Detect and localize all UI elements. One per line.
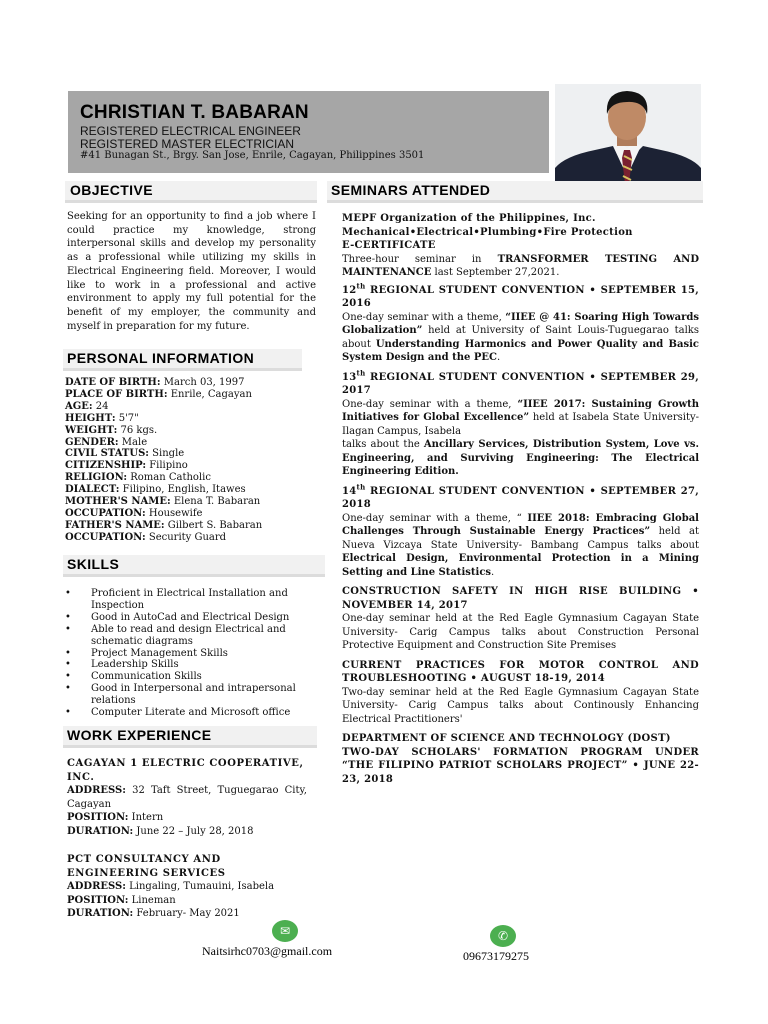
work-org: PCT CONSULTANCY AND ENGINEERING SERVICES: [67, 854, 226, 879]
pinfo-row: OCCUPATION: Housewife: [65, 507, 203, 519]
email-icon: ✉: [272, 920, 298, 942]
objective-text: Seeking for an opportunity to find a job where I could practice my knowledge, strong interpersonal skills and develop my personality as a professional while utilizing my skills in Electrical Engineering field. Moreover, I would like to work in a professional and active environment to apply my full potential for the benefit of my employer, the community and myself in preparation for my future.: [67, 211, 316, 332]
skill-item: • Communication Skills: [65, 671, 327, 683]
seminar-motor-control: CURRENT PRACTICES FOR MOTOR CONTROL AND TROUBLESHOOTING • AUGUST 18-19, 2014 Two-day seminar held at the Red Eagle Gymnasium Cagayan State University- Carig Campus talks about Continously Enhancing Electrical Practitioners': [342, 659, 699, 725]
skill-item: • Good in Interpersonal and intrapersonal relations: [65, 683, 327, 707]
seminars-list: [342, 212, 699, 786]
pinfo-row: OCCUPATION: Security Guard: [65, 531, 227, 543]
pinfo-row: CIVIL STATUS: Single: [65, 448, 185, 460]
objective-heading: OBJECTIVE: [70, 182, 153, 198]
personal-info-heading: PERSONAL INFORMATION: [67, 350, 255, 366]
pinfo-row: AGE: 24: [65, 400, 109, 412]
profile-photo: [555, 84, 701, 192]
skill-item: • Good in AutoCad and Electrical Design: [65, 612, 327, 624]
seminar-14th-convention: 14th REGIONAL STUDENT CONVENTION • SEPTEMBER 27, 2018 One-day seminar with a theme, “ IIEE 2018: Embracing Global Challenges Through Sustainable Energy Practices” held at Nueva Vizcaya State University- Bambang Campus talks about Electrical Design, Environmental Protection in a Mining Setting and Line Statistics.: [342, 482, 700, 578]
pinfo-row: GENDER: Male: [65, 436, 148, 448]
pinfo-row: RELIGION: Roman Catholic: [65, 472, 211, 484]
home-address: #41 Bunagan St., Brgy. San Jose, Enrile, Cagayan, Philippines 3501: [80, 150, 425, 161]
title-master-electrician: REGISTERED MASTER ELECTRICIAN: [80, 137, 295, 151]
email-address[interactable]: Naitsirhc0703@gmail.com: [202, 944, 333, 958]
work-org: CAGAYAN 1 ELECTRIC COOPERATIVE, INC.: [67, 758, 304, 783]
pinfo-row: DIALECT: Filipino, English, Itawes: [65, 484, 246, 496]
pinfo-row: CITIZENSHIP: Filipino: [65, 460, 188, 472]
work-entry-cagelco: CAGAYAN 1 ELECTRIC COOPERATIVE, INC. ADDRESS: 32 Taft Street, Tuguegarao City, Cagayan POSITION: Intern DURATION: June 22 – July 28, 2018: [67, 758, 307, 837]
title-electrical-engineer: REGISTERED ELECTRICAL ENGINEER: [80, 124, 301, 138]
phone-number[interactable]: 09673179275: [463, 949, 529, 963]
skills-heading: SKILLS: [67, 556, 120, 572]
seminar-13th-convention: 13th REGIONAL STUDENT CONVENTION • SEPTEMBER 29, 2017 One-day seminar with a theme, “IIEE 2017: Sustaining Growth Initiatives for Global Excellence” held at Isabela State University-Ilagan Campus, Isabela talks about the Ancillary Services, Distribution System, Love vs. Engineering, and Surviving Engineering: The Electrical Engineering Edition.: [342, 368, 700, 477]
pinfo-row: FATHER'S NAME: Gilbert S. Babaran: [65, 519, 263, 531]
skill-item: • Computer Literate and Microsoft office: [65, 707, 327, 719]
work-entry-pct: PCT CONSULTANCY AND ENGINEERING SERVICES ADDRESS: Lingaling, Tumauini, Isabela POSITION: Lineman DURATION: February- May 2021: [67, 853, 307, 921]
skill-item: • Project Management Skills: [65, 648, 327, 660]
applicant-name: CHRISTIAN T. BABARAN: [80, 102, 309, 123]
seminar-construction-safety: CONSTRUCTION SAFETY IN HIGH RISE BUILDING • NOVEMBER 14, 2017 One-day seminar held at the Red Eagle Gymnasium Cagayan State University- Carig Campus talks about Construction Personal Protective Equipment and Construction Site Premises: [342, 586, 699, 651]
skill-item: • Able to read and design Electrical and schematic diagrams: [65, 624, 327, 648]
skill-item: • Proficient in Electrical Installation and Inspection: [65, 588, 327, 612]
personal-info-list: [65, 377, 320, 544]
phone-icon: ✆: [490, 925, 516, 947]
skills-list: [65, 588, 327, 719]
seminar-12th-convention: 12th REGIONAL STUDENT CONVENTION • SEPTEMBER 15, 2016 One-day seminar with a theme, “IIEE @ 41: Soaring High Towards Globalization” held at University of Saint Louis-Tuguegarao talks about Understanding Harmonics and Power Quality and Basic System Design and the PEC.: [342, 281, 699, 363]
seminars-heading: SEMINARS ATTENDED: [331, 182, 491, 198]
seminar-dost: DEPARTMENT OF SCIENCE AND TECHNOLOGY (DOST) TWO-DAY SCHOLARS' FORMATION PROGRAM UNDER “THE FILIPINO PATRIOT SCHOLARS PROJECT” • JUNE 22-23, 2018: [342, 733, 699, 785]
pinfo-row: WEIGHT: 76 kgs.: [65, 424, 158, 436]
seminar-mepf: MEPF Organization of the Philippines, Inc. Mechanical•Electrical•Plumbing•Fire Protection E-CERTIFICATE Three-hour seminar in TRANSFORMER TESTING AND MAINTENANCE last September 27,2021.: [342, 213, 699, 278]
work-experience-heading: WORK EXPERIENCE: [67, 727, 212, 743]
pinfo-row: PLACE OF BIRTH: Enrile, Cagayan: [65, 388, 252, 400]
pinfo-row: MOTHER'S NAME: Elena T. Babaran: [65, 496, 261, 508]
pinfo-row: DATE OF BIRTH: March 03, 1997: [65, 377, 245, 388]
skill-item: • Leadership Skills: [65, 659, 327, 671]
pinfo-row: HEIGHT: 5'7": [65, 412, 139, 424]
